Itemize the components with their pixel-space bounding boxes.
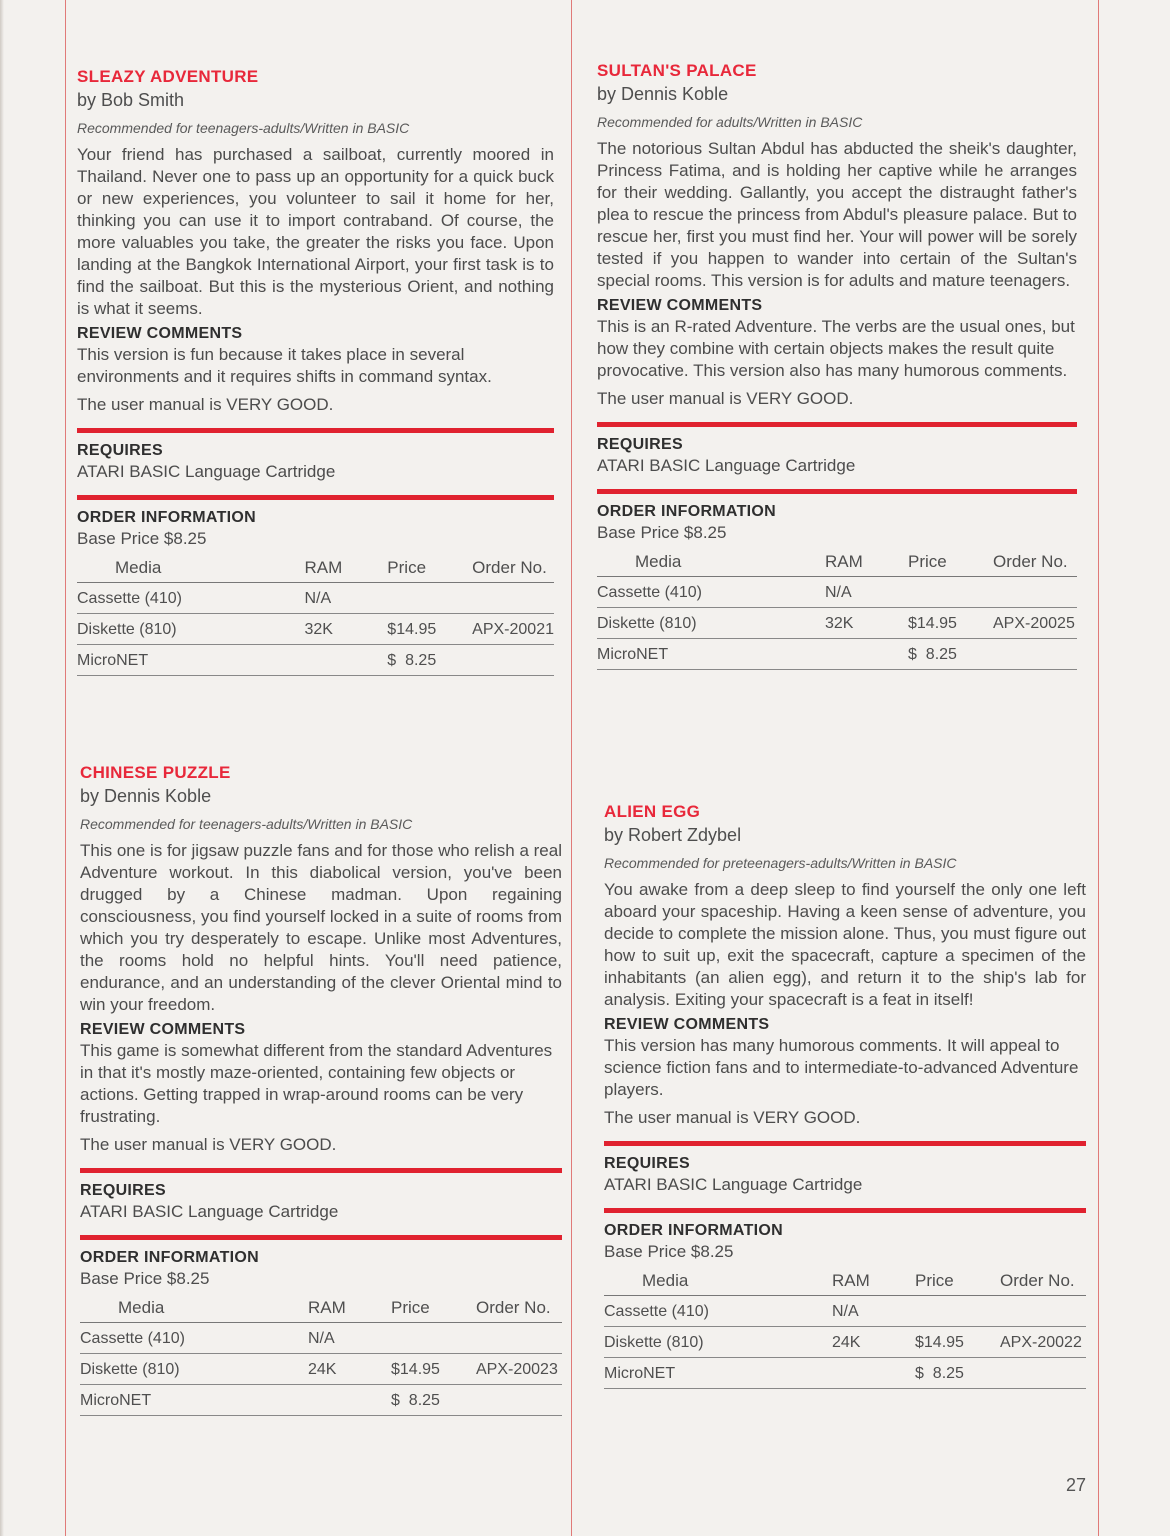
order-table	[597, 546, 1077, 670]
recommended-line: Recommended for preteenagers-adults/Written in BASIC	[604, 855, 957, 871]
order-table-row	[80, 1354, 562, 1385]
cell-media: Diskette (810)	[80, 1354, 308, 1385]
center-column-line	[571, 0, 572, 1536]
order-table-row	[80, 1385, 562, 1416]
order-table-row	[604, 1327, 1086, 1358]
order-table-row	[597, 577, 1077, 608]
review-comments-heading: REVIEW COMMENTS	[597, 297, 763, 314]
col-media-header: Media	[80, 1292, 308, 1323]
red-divider	[604, 1208, 1086, 1213]
cell-price: $ 8.25	[915, 1358, 1000, 1389]
program-description: The notorious Sultan Abdul has abducted the sheik's daughter, Princess Fatima, and is holding her captive while he arranges for their wedding. Gallantly, you accept the distraught father's plea to rescue the princess from Abdul's pleasure palace. But to rescue her, first you must find her. Your will power will be sorely tested if you happen to wander into certain of the Sultan's special rooms. This version is for adults and mature teenagers.	[597, 139, 1077, 290]
cell-order-no	[1000, 1296, 1086, 1327]
requires-heading: REQUIRES	[80, 1182, 166, 1199]
cell-price: $14.95	[391, 1354, 476, 1385]
col-order-header: Order No.	[993, 546, 1077, 577]
col-order-header: Order No.	[476, 1292, 562, 1323]
program-description: You awake from a deep sleep to find yourself the only one left aboard your spaceship. Having a keen sense of adventure, you decide to complete the mission alone. Thus, you must figure out how to suit up, exit the spacecraft, capture a specimen of the inhabitants (an alien egg), and return it to the ship's lab for analysis. Exiting your spacecraft is a feat in itself!	[604, 880, 1086, 1009]
order-table-header	[77, 552, 554, 583]
requires-heading: REQUIRES	[597, 436, 683, 453]
cell-ram: N/A	[304, 583, 387, 614]
red-divider	[77, 495, 554, 500]
cell-price: $ 8.25	[391, 1385, 476, 1416]
order-table-row	[77, 614, 554, 645]
review-comments-heading: REVIEW COMMENTS	[80, 1021, 246, 1038]
program-sleazy-adventure	[77, 66, 554, 676]
cell-price: $ 8.25	[387, 645, 472, 676]
cell-media: MicroNET	[597, 639, 825, 670]
col-price-header: Price	[387, 552, 472, 583]
cell-order-no	[476, 1323, 562, 1354]
cell-ram: N/A	[832, 1296, 915, 1327]
review-comments-heading: REVIEW COMMENTS	[604, 1016, 770, 1033]
order-table	[604, 1265, 1086, 1389]
order-information-heading: ORDER INFORMATION	[597, 503, 777, 520]
base-price: Base Price $8.25	[604, 1242, 734, 1261]
red-divider	[597, 489, 1077, 494]
page-number: 27	[1066, 1475, 1087, 1495]
order-table-body	[597, 577, 1077, 670]
cell-media: Diskette (810)	[604, 1327, 832, 1358]
order-information-heading: ORDER INFORMATION	[77, 509, 257, 526]
program-title: SLEAZY ADVENTURE	[77, 67, 259, 86]
cell-ram	[308, 1385, 391, 1416]
col-price-header: Price	[915, 1265, 1000, 1296]
review-comments-text: This game is somewhat different from the standard Adventures in that it's mostly maze-oriented, containing few objects or actions. Getting trapped in wrap-around rooms can be very frustrating.	[80, 1041, 553, 1126]
red-divider	[77, 428, 554, 433]
order-table-header	[597, 546, 1077, 577]
user-manual-rating: The user manual is VERY GOOD.	[77, 395, 334, 414]
program-author: by Dennis Koble	[597, 84, 729, 104]
col-price-header: Price	[908, 546, 993, 577]
left-margin-line	[65, 0, 66, 1536]
cell-ram: 32K	[304, 614, 387, 645]
cell-ram	[825, 639, 908, 670]
base-price: Base Price $8.25	[597, 523, 727, 542]
program-alien-egg	[604, 801, 1086, 1389]
program-title: CHINESE PUZZLE	[80, 763, 231, 782]
cell-media: MicroNET	[77, 645, 304, 676]
program-sultans-palace	[597, 60, 1077, 670]
program-title: ALIEN EGG	[604, 802, 701, 821]
order-table-row	[77, 583, 554, 614]
review-comments-text: This version has many humorous comments. It will appeal to science fiction fans and to intermediate-to-advanced Adventure players.	[604, 1036, 1079, 1099]
recommended-line: Recommended for adults/Written in BASIC	[597, 114, 863, 130]
cell-ram: 32K	[825, 608, 908, 639]
order-table-header	[604, 1265, 1086, 1296]
cell-order-no	[472, 645, 554, 676]
cell-price	[915, 1296, 1000, 1327]
user-manual-rating: The user manual is VERY GOOD.	[604, 1108, 861, 1127]
col-ram-header: RAM	[308, 1292, 391, 1323]
cell-price	[391, 1323, 476, 1354]
requires-heading: REQUIRES	[77, 442, 163, 459]
order-table-body	[80, 1323, 562, 1416]
program-author: by Robert Zdybel	[604, 825, 742, 845]
order-table-row	[597, 639, 1077, 670]
requires-heading: REQUIRES	[604, 1155, 690, 1172]
order-table-row	[604, 1358, 1086, 1389]
order-table-row	[80, 1323, 562, 1354]
review-comments-heading: REVIEW COMMENTS	[77, 325, 243, 342]
cell-order-no: APX-20025	[993, 608, 1077, 639]
col-media-header: Media	[604, 1265, 832, 1296]
program-description: Your friend has purchased a sailboat, currently moored in Thailand. Never one to pass up an opportunity for a quick buck or new experiences, you volunteer to sail it home for her, thinking you can use it to import contraband. Of course, the more valuables you take, the greater the risks you face. Upon landing at the Bangkok International Airport, your first task is to find the sailboat. But this is the mysterious Orient, and nothing is what it seems.	[77, 145, 554, 318]
col-order-header: Order No.	[1000, 1265, 1086, 1296]
cell-order-no	[1000, 1358, 1086, 1389]
recommended-line: Recommended for teenagers-adults/Written in BASIC	[80, 816, 413, 832]
cell-media: Diskette (810)	[597, 608, 825, 639]
col-media-header: Media	[77, 552, 304, 583]
order-information-heading: ORDER INFORMATION	[80, 1249, 260, 1266]
program-author: by Dennis Koble	[80, 786, 212, 806]
cell-ram: N/A	[825, 577, 908, 608]
cell-price	[387, 583, 472, 614]
order-information-heading: ORDER INFORMATION	[604, 1222, 784, 1239]
program-description: This one is for jigsaw puzzle fans and for those who relish a real Adventure workout. In this diabolical version, you've been drugged by a Chinese madman. Upon regaining consciousness, you find yourself locked in a suite of rooms from which you try desperately to escape. Unlike most Adventures, the rooms hold no helpful hints. You'll need patience, endurance, and an understanding of the clever Oriental mind to win your freedom.	[80, 841, 562, 1014]
order-table	[80, 1292, 562, 1416]
col-ram-header: RAM	[825, 546, 908, 577]
cell-media: Cassette (410)	[604, 1296, 832, 1327]
cell-media: Cassette (410)	[80, 1323, 308, 1354]
cell-order-no	[476, 1385, 562, 1416]
cell-media: MicroNET	[604, 1358, 832, 1389]
order-table-body	[604, 1296, 1086, 1389]
col-order-header: Order No.	[472, 552, 554, 583]
cell-order-no: APX-20023	[476, 1354, 562, 1385]
cell-price	[908, 577, 993, 608]
program-author: by Bob Smith	[77, 90, 185, 110]
red-divider	[80, 1168, 562, 1173]
requires-text: ATARI BASIC Language Cartridge	[77, 462, 336, 481]
cell-order-no	[993, 639, 1077, 670]
user-manual-rating: The user manual is VERY GOOD.	[597, 389, 854, 408]
requires-text: ATARI BASIC Language Cartridge	[604, 1175, 863, 1194]
col-media-header: Media	[597, 546, 825, 577]
cell-price: $14.95	[915, 1327, 1000, 1358]
order-table-row	[597, 608, 1077, 639]
cell-price: $14.95	[908, 608, 993, 639]
order-table-body	[77, 583, 554, 676]
cell-price: $14.95	[387, 614, 472, 645]
review-comments-text: This version is fun because it takes place in several environments and it requires shifts in command syntax.	[77, 345, 492, 386]
order-table	[77, 552, 554, 676]
order-table-row	[77, 645, 554, 676]
base-price: Base Price $8.25	[80, 1269, 210, 1288]
cell-order-no	[472, 583, 554, 614]
cell-ram	[304, 645, 387, 676]
cell-ram: N/A	[308, 1323, 391, 1354]
program-chinese-puzzle	[80, 762, 562, 1416]
red-divider	[80, 1235, 562, 1240]
cell-order-no	[993, 577, 1077, 608]
cell-media: Cassette (410)	[77, 583, 304, 614]
right-margin-line	[1098, 0, 1099, 1536]
cell-media: Cassette (410)	[597, 577, 825, 608]
recommended-line: Recommended for teenagers-adults/Written in BASIC	[77, 120, 410, 136]
cell-order-no: APX-20022	[1000, 1327, 1086, 1358]
col-ram-header: RAM	[832, 1265, 915, 1296]
requires-text: ATARI BASIC Language Cartridge	[597, 456, 856, 475]
cell-ram	[832, 1358, 915, 1389]
red-divider	[597, 422, 1077, 427]
col-price-header: Price	[391, 1292, 476, 1323]
order-table-header	[80, 1292, 562, 1323]
base-price: Base Price $8.25	[77, 529, 207, 548]
user-manual-rating: The user manual is VERY GOOD.	[80, 1135, 337, 1154]
page-binding-shadow	[0, 0, 4, 1536]
order-table-row	[604, 1296, 1086, 1327]
requires-text: ATARI BASIC Language Cartridge	[80, 1202, 339, 1221]
program-title: SULTAN'S PALACE	[597, 61, 757, 80]
cell-media: Diskette (810)	[77, 614, 304, 645]
cell-ram: 24K	[308, 1354, 391, 1385]
review-comments-text: This is an R-rated Adventure. The verbs are the usual ones, but how they combine with certain objects makes the result quite provocative. This version also has many humorous comments.	[597, 317, 1075, 380]
red-divider	[604, 1141, 1086, 1146]
cell-price: $ 8.25	[908, 639, 993, 670]
col-ram-header: RAM	[304, 552, 387, 583]
cell-media: MicroNET	[80, 1385, 308, 1416]
cell-ram: 24K	[832, 1327, 915, 1358]
cell-order-no: APX-20021	[472, 614, 554, 645]
